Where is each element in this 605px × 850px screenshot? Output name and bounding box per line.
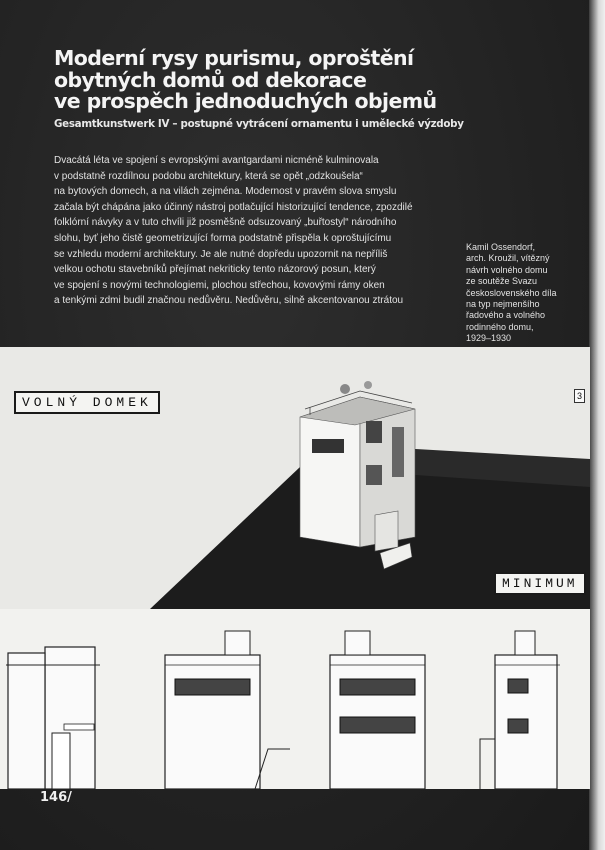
body-line: na bytových domech, a na vilách zejména. Modernost v pravém slova smyslu xyxy=(54,186,397,198)
article-title xyxy=(54,48,474,113)
plate-label-minimum: MINIMUM xyxy=(494,572,586,595)
elevation-svg xyxy=(0,609,590,789)
figure-caption xyxy=(466,242,586,345)
window xyxy=(392,427,404,477)
caption-line: řadového a volného xyxy=(466,310,546,321)
body-line: folklórní návyky a v tuto chvíli již posměšně odsuzovaný „buřtostyl“ národního xyxy=(54,217,397,229)
caption-line: návrh volného domu xyxy=(466,264,548,275)
perspective-drawing xyxy=(0,347,590,609)
window xyxy=(366,421,382,443)
plate-label-volny-domek: VOLNÝ DOMEK xyxy=(14,391,160,414)
article-subtitle: Gesamtkunstwerk IV – postupné vytrácení ornamentu i umělecké výzdoby xyxy=(54,118,464,130)
plate-number: 3 xyxy=(574,389,585,403)
perspective-plate xyxy=(0,347,590,609)
elevation-front xyxy=(6,647,100,789)
window xyxy=(366,465,382,485)
body-line: v podstatně rozdílnou podobu architektury, která se opět „odzkoušela“ xyxy=(54,170,363,182)
elevation-rear xyxy=(480,631,560,789)
body-line: se vzhledu moderní architektury. Je ale nutné dopředu upozornit na nepříliš xyxy=(54,248,388,260)
title-line-1: Moderní rysy purismu, oproštění xyxy=(54,46,414,70)
body-line: a tenkými zdmi budil značnou nedůvěru. Nedůvěru, silně akcentovanou ztrátou xyxy=(54,295,404,307)
facing-page-edge xyxy=(589,0,605,850)
caption-line: československého díla xyxy=(466,287,557,298)
title-line-3: ve prospěch jednoduchých objemů xyxy=(54,89,437,113)
window xyxy=(312,439,344,453)
elevation-side-a xyxy=(165,631,290,789)
caption-line: ze soutěže Svazu xyxy=(466,276,538,287)
page-number: 146/ xyxy=(40,790,72,805)
body-line: Dvacátá léta ve spojení s evropskými avantgardami nicméně kulminovala xyxy=(54,155,379,166)
caption-line: rodinného domu, xyxy=(466,321,534,332)
roof-plant xyxy=(340,384,350,394)
body-line: slohu, byť jeho čistě geometrizující forma podstatně přispěla k oproštujícímu xyxy=(54,232,392,244)
elevation-side-b xyxy=(330,631,425,789)
caption-line: Kamil Ossendorf, xyxy=(466,242,536,252)
body-line: ve spojení s novými technologiemi, plochou střechou, kovovými rámy oken xyxy=(54,279,385,291)
article-body xyxy=(54,153,454,309)
body-line: začala být chápána jako účinný nástroj potlačující historizující tendence, zpozdilé xyxy=(54,201,413,213)
caption-line: na typ nejmenšího xyxy=(466,299,540,310)
title-line-2: obytných domů od dekorace xyxy=(54,67,367,92)
body-line: velkou ochotu stavebníků přejímat nekriticky tento názorový posun, který xyxy=(54,264,376,276)
caption-line: arch. Kroužil, vítězný xyxy=(466,253,550,264)
elevation-drawings xyxy=(0,609,590,789)
caption-line: 1929–1930 xyxy=(466,333,512,344)
